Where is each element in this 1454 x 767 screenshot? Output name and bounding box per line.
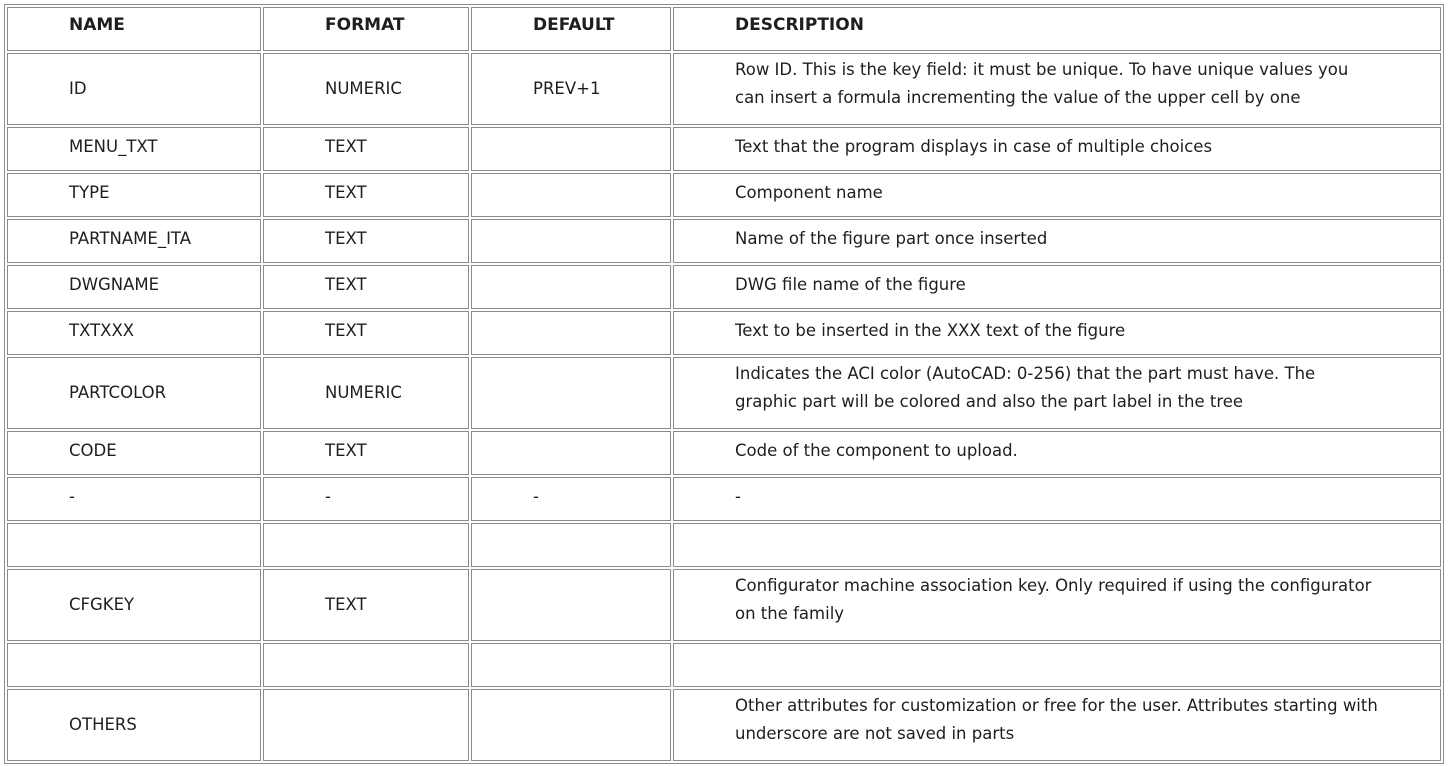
cell-description: - <box>673 477 1441 521</box>
cell-default <box>471 311 671 355</box>
cell-description: Code of the component to upload. <box>673 431 1441 475</box>
cell-format: TEXT <box>263 265 469 309</box>
cell-format: NUMERIC <box>263 357 469 429</box>
table-row <box>7 173 1441 217</box>
cell-name <box>7 643 261 687</box>
cell-format <box>263 689 469 761</box>
header-name: NAME <box>7 7 261 51</box>
cell-format: NUMERIC <box>263 53 469 125</box>
table-row <box>7 431 1441 475</box>
cell-format: TEXT <box>263 127 469 171</box>
table-row <box>7 311 1441 355</box>
cell-name: ID <box>7 53 261 125</box>
cell-description: Component name <box>673 173 1441 217</box>
cell-default <box>471 173 671 217</box>
cell-format: TEXT <box>263 569 469 641</box>
table-header-row <box>7 7 1441 51</box>
cell-default <box>471 219 671 263</box>
cell-description: Text that the program displays in case of multiple choices <box>673 127 1441 171</box>
cell-default <box>471 523 671 567</box>
cell-default <box>471 357 671 429</box>
table-row <box>7 357 1441 429</box>
cell-name: PARTNAME_ITA <box>7 219 261 263</box>
table-row <box>7 127 1441 171</box>
cell-description <box>673 643 1441 687</box>
cell-format: TEXT <box>263 173 469 217</box>
cell-name: PARTCOLOR <box>7 357 261 429</box>
table-row <box>7 265 1441 309</box>
cell-name: MENU_TXT <box>7 127 261 171</box>
cell-name: CFGKEY <box>7 569 261 641</box>
table-row <box>7 569 1441 641</box>
cell-description <box>673 523 1441 567</box>
attributes-table-container <box>4 4 1444 764</box>
cell-description: Indicates the ACI color (AutoCAD: 0-256) that the part must have. The graphic part will be colored and also the part label in the tree <box>673 357 1441 429</box>
cell-default <box>471 127 671 171</box>
cell-default <box>471 431 671 475</box>
table-row <box>7 523 1441 567</box>
cell-description: Name of the figure part once inserted <box>673 219 1441 263</box>
cell-description: Configurator machine association key. Only required if using the configurator on the family <box>673 569 1441 641</box>
table-row <box>7 53 1441 125</box>
cell-name: - <box>7 477 261 521</box>
header-default: DEFAULT <box>471 7 671 51</box>
cell-format: TEXT <box>263 219 469 263</box>
table-row <box>7 689 1441 761</box>
cell-format: TEXT <box>263 311 469 355</box>
cell-format: TEXT <box>263 431 469 475</box>
cell-format: - <box>263 477 469 521</box>
cell-default <box>471 689 671 761</box>
table-row <box>7 477 1441 521</box>
cell-default <box>471 643 671 687</box>
cell-name: DWGNAME <box>7 265 261 309</box>
cell-format <box>263 643 469 687</box>
attributes-table <box>4 4 1444 764</box>
cell-default <box>471 265 671 309</box>
cell-description: Other attributes for customization or free for the user. Attributes starting with underscore are not saved in parts <box>673 689 1441 761</box>
cell-default: - <box>471 477 671 521</box>
cell-description: Text to be inserted in the XXX text of the figure <box>673 311 1441 355</box>
table-row <box>7 219 1441 263</box>
header-format: FORMAT <box>263 7 469 51</box>
header-description: DESCRIPTION <box>673 7 1441 51</box>
cell-description: Row ID. This is the key field: it must be unique. To have unique values you can insert a formula incrementing the value of the upper cell by one <box>673 53 1441 125</box>
cell-description: DWG file name of the figure <box>673 265 1441 309</box>
cell-default: PREV+1 <box>471 53 671 125</box>
cell-name <box>7 523 261 567</box>
cell-default <box>471 569 671 641</box>
table-row <box>7 643 1441 687</box>
cell-name: OTHERS <box>7 689 261 761</box>
cell-format <box>263 523 469 567</box>
cell-name: CODE <box>7 431 261 475</box>
cell-name: TYPE <box>7 173 261 217</box>
cell-name: TXTXXX <box>7 311 261 355</box>
